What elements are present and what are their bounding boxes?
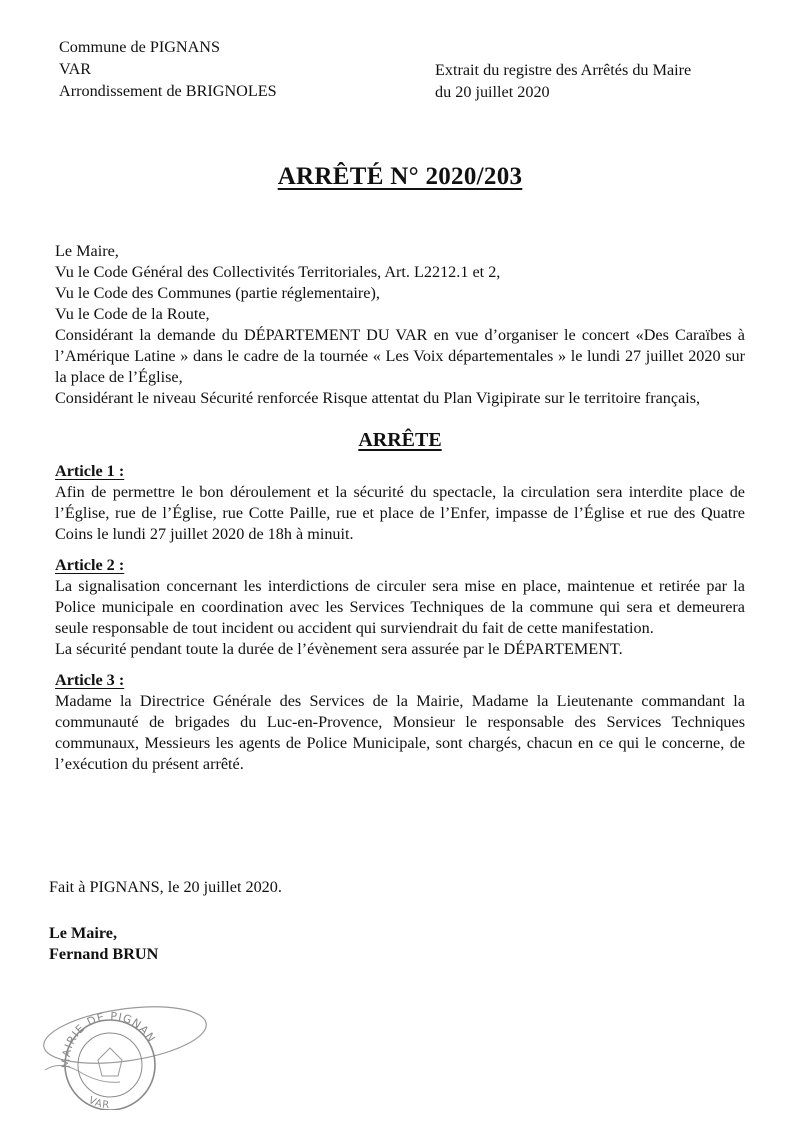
decision-heading	[55, 430, 745, 451]
stamp-sub-text: VAR	[86, 1094, 111, 1110]
preamble-line: Le Maire,	[55, 242, 119, 260]
preamble-line: Vu le Code Général des Collectivités Territoriales, Art. L2212.1 et 2,	[55, 263, 501, 281]
signatory-block	[49, 923, 158, 965]
preamble-line: Considérant la demande du DÉPARTEMENT DU VAR en vue d’organiser le concert «Des Caraïbes à l’Amérique Latine » dans le cadre de la tournée « Les Voix départementales » le lundi 27 juillet 2020 sur la place de l’Église,	[55, 326, 745, 386]
preamble-line: Considérant le niveau Sécurité renforcée Risque attentat du Plan Vigipirate sur le territoire français,	[55, 389, 701, 407]
article-3	[55, 670, 745, 775]
decree-title	[0, 163, 800, 191]
closing-line: Fait à PIGNANS, le 20 juillet 2020.	[49, 878, 282, 896]
signatory-name: Fernand BRUN	[49, 945, 159, 963]
article-paragraph: La sécurité pendant toute la durée de l’évènement sera assurée par le DÉPARTEMENT.	[55, 640, 623, 658]
decision-heading-text: ARRÊTE	[358, 429, 442, 451]
preamble-line: Vu le Code de la Route,	[55, 305, 210, 323]
signatory-role: Le Maire,	[49, 924, 118, 942]
decree-number: ARRÊTÉ N° 2020/203	[277, 163, 523, 190]
register-extract-header	[435, 59, 691, 103]
preamble-line: Vu le Code des Communes (partie réglementaire),	[55, 284, 380, 302]
commune-name: Commune de PIGNANS	[59, 38, 220, 56]
register-date: du 20 juillet 2020	[435, 83, 550, 101]
svg-text:MAIRIE DE PIGNANS	[30, 990, 158, 1068]
decree-body	[55, 241, 745, 775]
arrondissement-name: Arrondissement de BRIGNOLES	[59, 82, 277, 100]
article-title: Article 1 :	[55, 462, 125, 480]
article-paragraph: Madame la Directrice Générale des Services de la Mairie, Madame la Lieutenante commandant la communauté de brigades du Luc-en-Provence, Monsieur le responsable des Services Techniques communaux, Messieurs les agents de Police Municipale, sont chargés, chacun en ce qui le concerne, de l’exécution du présent arrêté.	[55, 692, 745, 773]
stamp-icon	[30, 990, 210, 1110]
article-paragraph: Afin de permettre le bon déroulement et la sécurité du spectacle, la circulation sera interdite place de l’Église, rue de l’Église, rue Cotte Paille, rue et place de l’Enfer, impasse de l’Église et rue des Quatre Coins le lundi 27 juillet 2020 de 18h à minuit.	[55, 483, 745, 543]
article-1	[55, 461, 745, 545]
article-title: Article 3 :	[55, 671, 125, 689]
article-2	[55, 555, 745, 660]
article-title: Article 2 :	[55, 556, 125, 574]
mairie-stamp	[30, 990, 210, 1115]
register-title: Extrait du registre des Arrêtés du Maire	[435, 61, 692, 79]
commune-header	[59, 36, 277, 102]
stamp-text: MAIRIE DE PIGNAN	[59, 1009, 159, 1069]
department-name: VAR	[59, 60, 92, 78]
article-paragraph: La signalisation concernant les interdictions de circuler sera mise en place, maintenue et retirée par la Police municipale en coordination avec les Services Techniques de la commune qui sera et demeurera seule responsable de tout incident ou accident qui surviendrait du fait de cette manifestation.	[55, 577, 745, 637]
